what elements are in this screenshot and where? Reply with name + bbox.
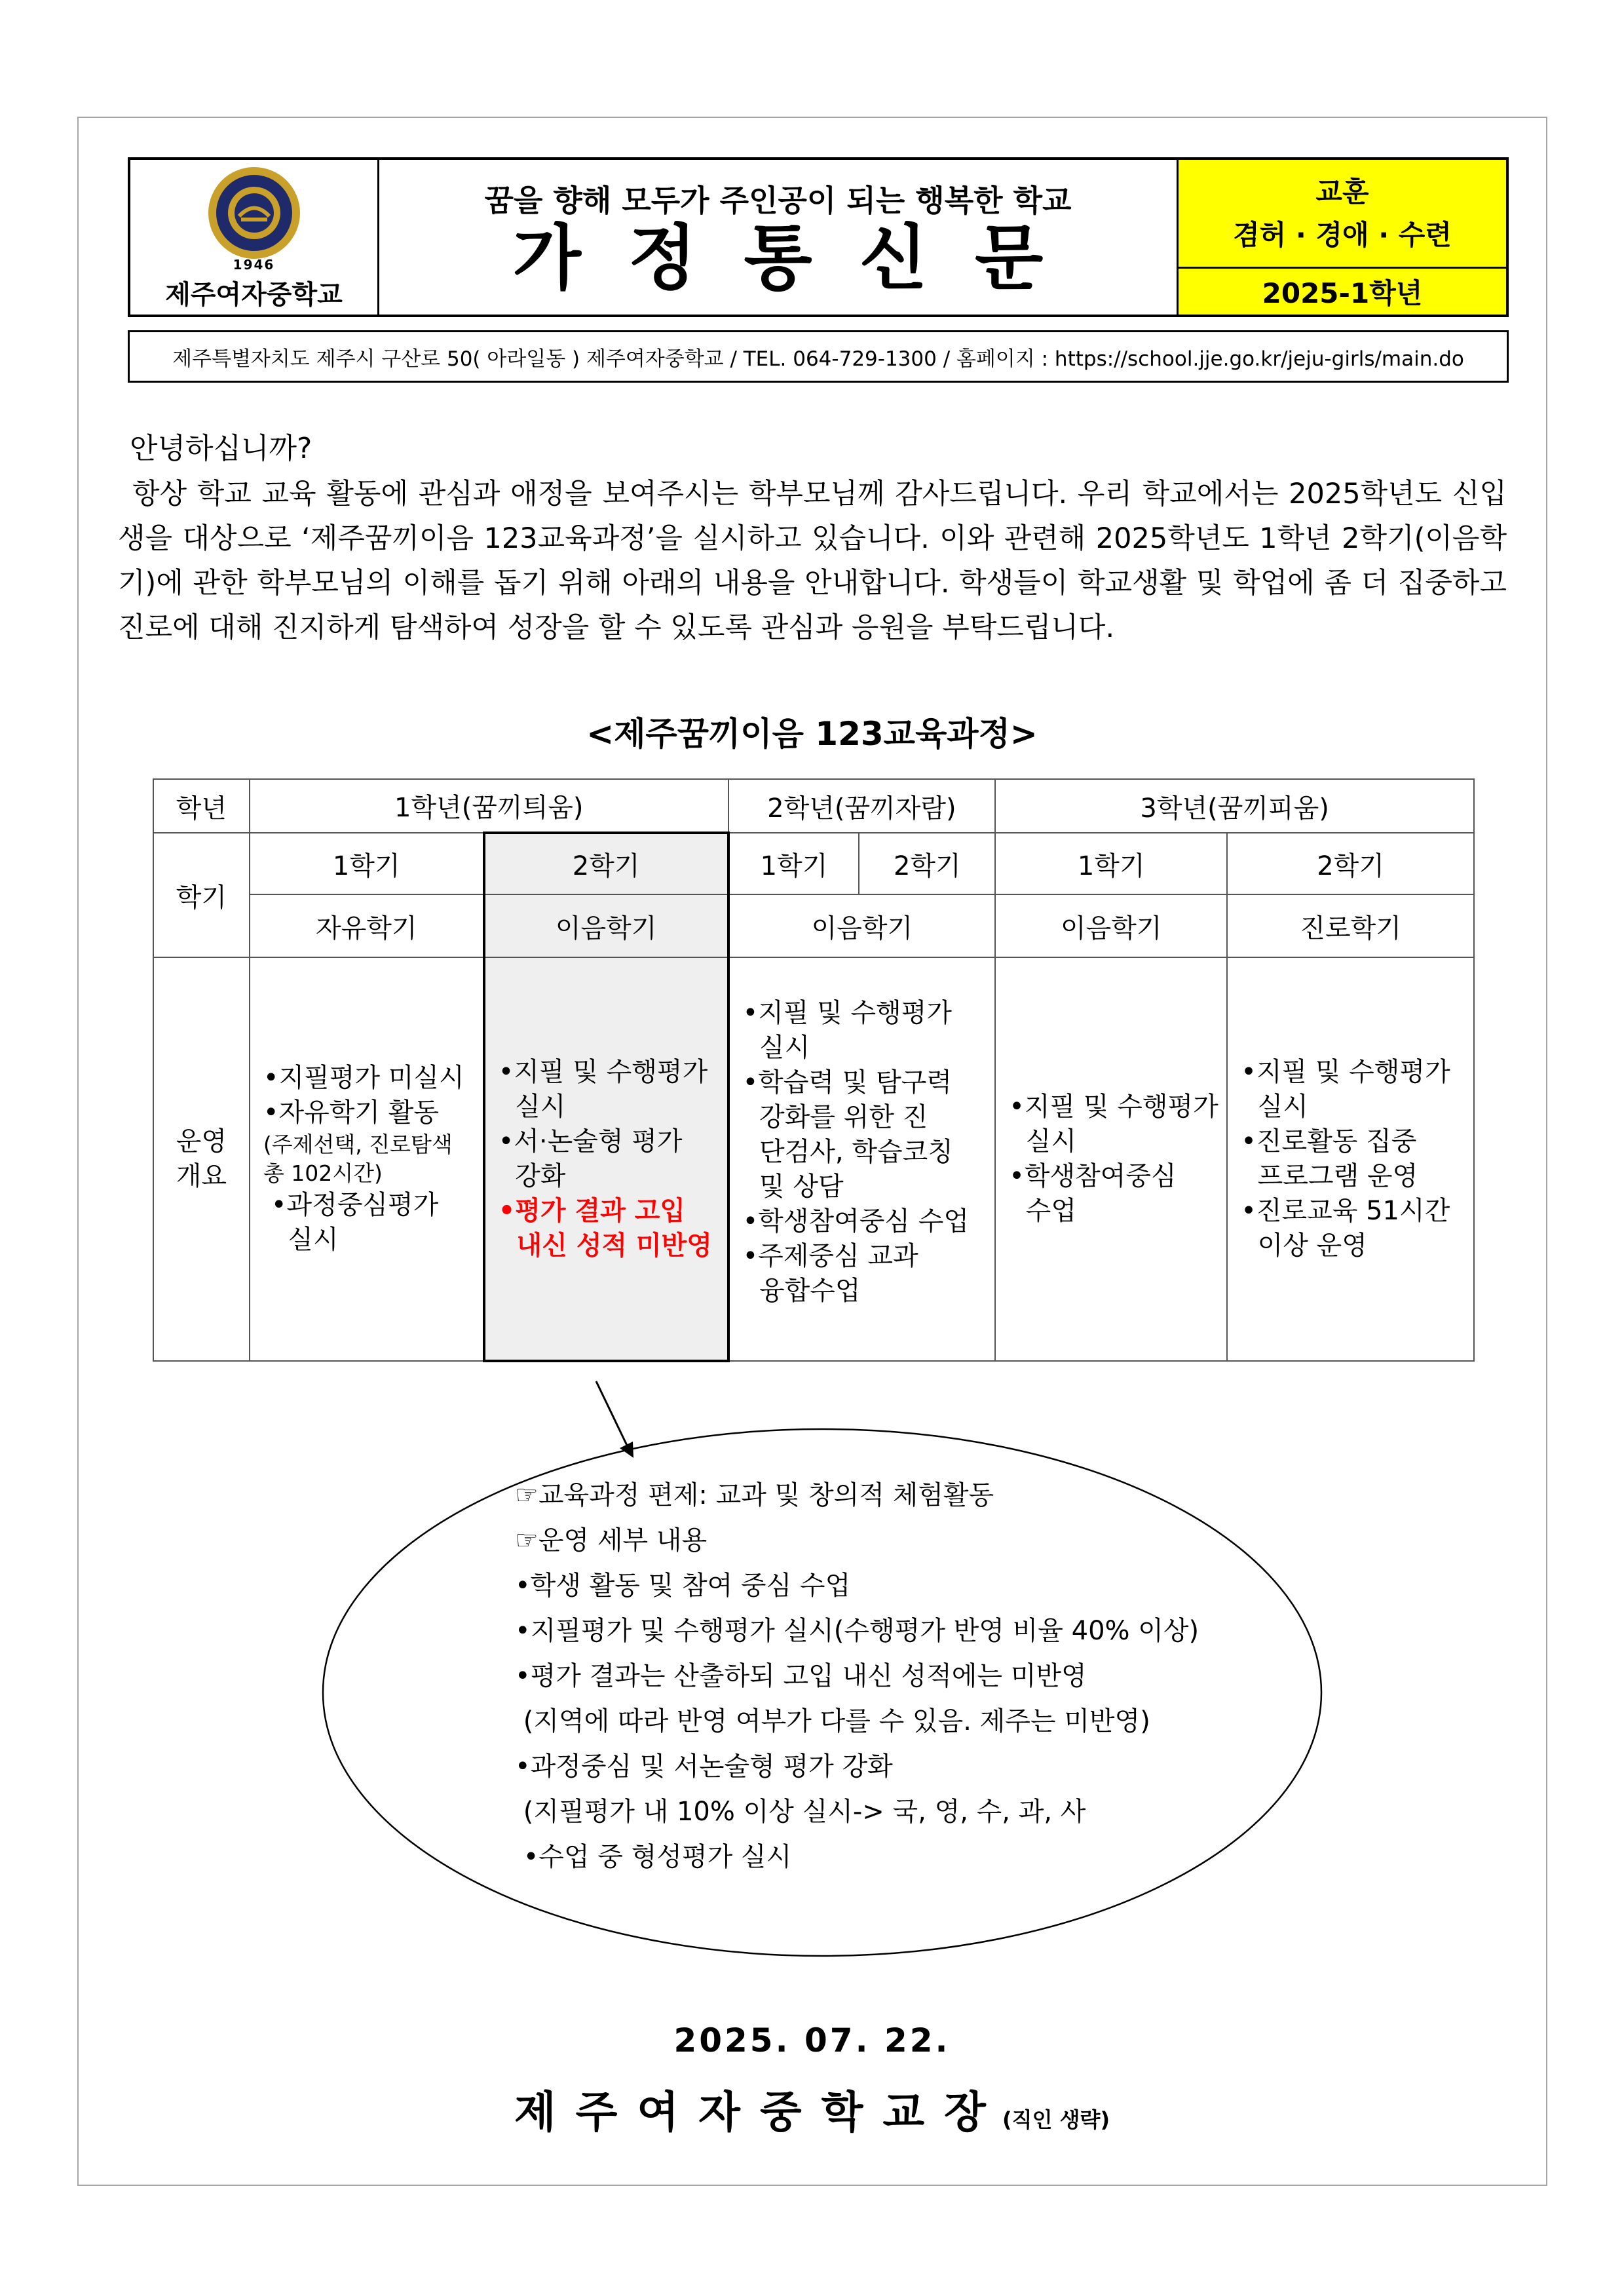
semester-3-2: 2학기 bbox=[1227, 833, 1474, 894]
overview-col1 bbox=[250, 957, 484, 1361]
detail-line: (지필평가 내 10% 이상 실시-> 국, 영, 수, 과, 사 bbox=[515, 1797, 1086, 1827]
signature-block bbox=[0, 2077, 1624, 2139]
overview-item: 프로그램 운영 bbox=[1241, 1161, 1418, 1191]
overview-item: 및 상담 bbox=[742, 1172, 844, 1202]
detail-line: •평가 결과는 산출하되 고입 내신 성적에는 미반영 bbox=[515, 1661, 1087, 1691]
overview-item: •지필평가 미실시 bbox=[263, 1063, 464, 1093]
overview-item: 이상 운영 bbox=[1241, 1231, 1367, 1261]
motto-box bbox=[1179, 160, 1506, 269]
overview-item: •진로교육 51시간 bbox=[1241, 1196, 1450, 1226]
overview-item: •진로활동 집중 bbox=[1241, 1126, 1417, 1157]
overview-col5 bbox=[1227, 957, 1474, 1361]
header-box bbox=[128, 157, 1509, 317]
overview-item: 강화를 위한 진 bbox=[742, 1102, 928, 1132]
curriculum-table bbox=[153, 778, 1475, 1362]
seal-note: (직인 생략) bbox=[1002, 2107, 1110, 2132]
overview-col4 bbox=[995, 957, 1227, 1361]
detail-line: (지역에 따라 반영 여부가 다를 수 있음. 제주는 미반영) bbox=[515, 1706, 1150, 1736]
motto-text: 겸허 · 경애 · 수련 bbox=[1233, 218, 1452, 251]
overview-item: •서·논술형 평가 bbox=[498, 1126, 683, 1157]
overview-item-highlight: •평가 결과 고입 bbox=[498, 1195, 685, 1226]
overview-item: •지필 및 수행평가 bbox=[1009, 1092, 1218, 1122]
logo-school-name: 제주여자중학교 bbox=[165, 279, 343, 310]
overview-col2 bbox=[484, 957, 728, 1361]
overview-item: •주제중심 교과 bbox=[742, 1241, 918, 1271]
detail-text bbox=[515, 1473, 1199, 1880]
semester-1-1: 1학기 bbox=[250, 833, 484, 894]
overview-item: 강화 bbox=[498, 1160, 566, 1191]
greeting: 안녕하십니까? bbox=[130, 432, 312, 465]
overview-item-highlight: 내신 성적 미반영 bbox=[498, 1230, 712, 1261]
motto-cell bbox=[1179, 160, 1506, 315]
grade-2: 2학년(꿈끼자람) bbox=[728, 779, 996, 833]
overview-item: •과정중심평가 bbox=[271, 1190, 439, 1220]
detail-line: •수업 중 형성평가 실시 bbox=[515, 1842, 792, 1872]
logo-year: 1946 bbox=[233, 256, 275, 273]
semester-2-1: 1학기 bbox=[728, 833, 859, 894]
issue-date: 2025. 07. 22. bbox=[673, 2021, 951, 2059]
type-career: 진로학기 bbox=[1227, 894, 1474, 957]
type-free: 자유학기 bbox=[250, 894, 484, 957]
detail-line: •학생 활동 및 참여 중심 수업 bbox=[515, 1571, 851, 1601]
overview-item: 수업 bbox=[1009, 1196, 1076, 1226]
principal-signature: 제주여자중학교장 bbox=[514, 2086, 1006, 2137]
document-title: 가정통신문 bbox=[512, 217, 1091, 299]
header-title-cell bbox=[379, 160, 1179, 315]
type-bridge-3: 이음학기 bbox=[995, 894, 1227, 957]
overview-item: 실시 bbox=[1009, 1126, 1076, 1157]
grade-1: 1학년(꿈끼틔움) bbox=[250, 779, 728, 833]
overview-col3 bbox=[728, 957, 996, 1361]
overview-item: 실시 bbox=[1241, 1092, 1308, 1122]
semester-2-2: 2학기 bbox=[859, 833, 995, 894]
overview-item: 실시 bbox=[498, 1091, 566, 1122]
overview-item: 융합수업 bbox=[742, 1276, 861, 1306]
row-label-grade: 학년 bbox=[153, 779, 250, 833]
detail-line: ☞교육과정 편제: 교과 및 창의적 체험활동 bbox=[515, 1480, 994, 1510]
row-label-semester: 학기 bbox=[153, 833, 250, 957]
type-bridge-1: 이음학기 bbox=[484, 894, 728, 957]
overview-item: •학습력 및 탐구력 bbox=[742, 1067, 953, 1098]
overview-item: 실시 bbox=[271, 1225, 339, 1255]
overview-item: •학생참여중심 bbox=[1009, 1161, 1177, 1191]
overview-item: •지필 및 수행평가 bbox=[498, 1056, 708, 1087]
grade-year: 2025-1학년 bbox=[1262, 277, 1423, 309]
detail-line: ☞운영 세부 내용 bbox=[515, 1525, 708, 1556]
motto-label: 교훈 bbox=[1315, 176, 1369, 208]
section-title: <제주꿈끼이음 123교육과정> bbox=[586, 715, 1038, 753]
overview-item: •지필 및 수행평가 bbox=[1241, 1057, 1450, 1087]
overview-item: •자유학기 활동 bbox=[263, 1098, 440, 1128]
intro-paragraph: 항상 학교 교육 활동에 관심과 애정을 보여주시는 학부모님께 감사드립니다. 우리 학교에서는 2025학년도 신입생을 대상으로 ‘제주꿈끼이음 123교육과정’을 실시하고 있습니다. 이와 관련해 2025학년도 1학년 2학기(이음학기)에 관한 학부모님의 이해를 돕기 위해 아래의 내용을 안내합니다. 학생들이 학교생활 및 학업에 좀 더 집중하고 진로에 대해 진지하게 탐색하여 성장을 할 수 있도록 관심과 응원을 부탁드립니다. bbox=[118, 478, 1507, 644]
semester-3-1: 1학기 bbox=[995, 833, 1227, 894]
overview-item: 단검사, 학습코칭 bbox=[742, 1137, 953, 1167]
detail-line: •과정중심 및 서논술형 평가 강화 bbox=[515, 1751, 893, 1782]
school-address: 제주특별자치도 제주시 구산로 50( 아라일동 ) 제주여자중학교 / TEL. 064-729-1300 / 홈페이지 : https://school.jje.go.kr/jeju-girls/main.do bbox=[128, 330, 1509, 383]
semester-1-2: 2학기 bbox=[484, 833, 728, 894]
school-logo-cell bbox=[130, 160, 379, 315]
school-slogan: 꿈을 향해 모두가 주인공이 되는 행복한 학교 bbox=[484, 182, 1072, 218]
type-bridge-2: 이음학기 bbox=[728, 894, 996, 957]
row-label-overview: 운영 개요 bbox=[153, 957, 250, 1361]
overview-note: (주제선택, 진로탐색 총 102시간) bbox=[263, 1132, 453, 1186]
grade-3: 3학년(꿈끼피움) bbox=[995, 779, 1474, 833]
school-emblem-icon bbox=[205, 164, 303, 262]
detail-line: •지필평가 및 수행평가 실시(수행평가 반영 비율 40% 이상) bbox=[515, 1616, 1199, 1646]
overview-item: 실시 bbox=[742, 1033, 810, 1063]
overview-item: •지필 및 수행평가 bbox=[742, 998, 953, 1028]
overview-item: •학생참여중심 수업 bbox=[742, 1206, 969, 1236]
